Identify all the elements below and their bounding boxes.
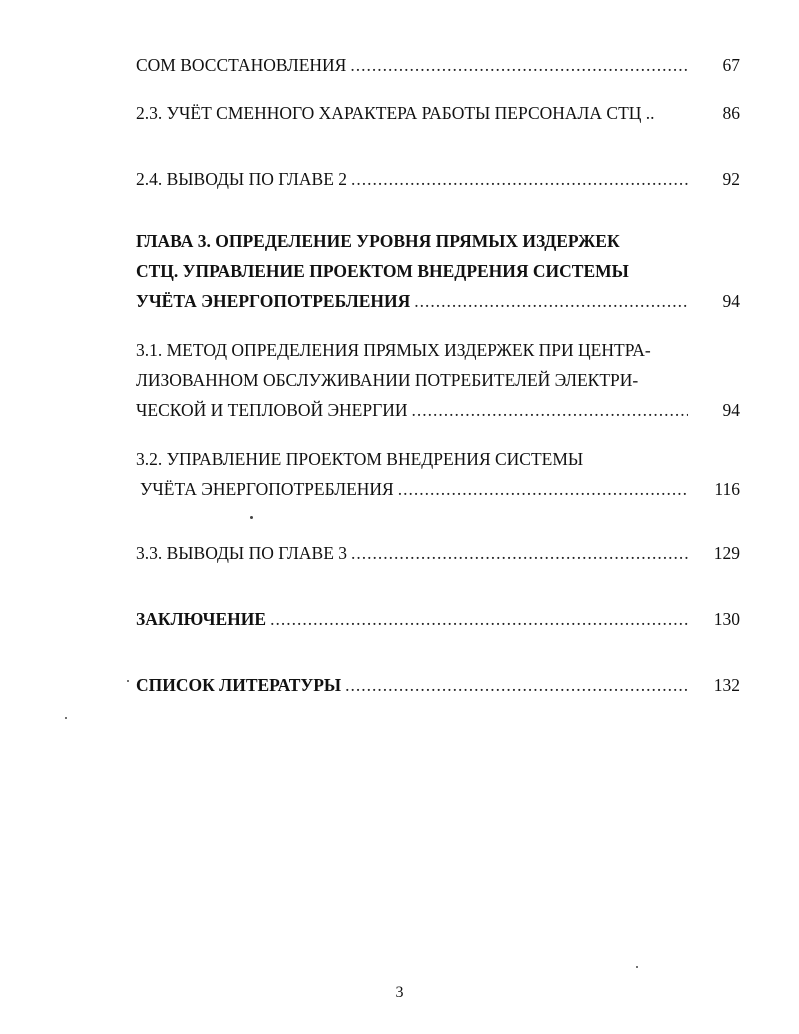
toc-entry-title: УЧЁТА ЭНЕРГОПОТРЕБЛЕНИЯ xyxy=(140,479,394,499)
toc-entry-line xyxy=(136,538,740,568)
toc-page-number: 116 xyxy=(714,479,740,499)
toc-entry-line xyxy=(136,50,740,80)
toc-entry xyxy=(136,604,740,634)
toc-entry-line: 3.1. МЕТОД ОПРЕДЕЛЕНИЯ ПРЯМЫХ ИЗДЕРЖЕК ПРИ ЦЕНТРА- xyxy=(136,340,651,360)
toc-entry-line: 3.2. УПРАВЛЕНИЕ ПРОЕКТОМ ВНЕДРЕНИЯ СИСТЕМЫ xyxy=(136,449,584,469)
toc-leader-dots xyxy=(345,670,688,700)
toc-entry-line xyxy=(136,670,740,700)
scan-speck xyxy=(636,966,638,968)
toc-entry-title: СОМ ВОССТАНОВЛЕНИЯ xyxy=(136,55,347,75)
toc-entry-title: 3.3. ВЫВОДЫ ПО ГЛАВЕ 3 xyxy=(136,543,348,563)
toc-entry-title: УЧЁТА ЭНЕРГОПОТРЕБЛЕНИЯ xyxy=(136,291,411,311)
toc-chapter-heading xyxy=(136,226,740,316)
toc-entry xyxy=(136,98,740,128)
toc-leader-dots xyxy=(350,50,688,80)
toc-leader-dots xyxy=(270,604,688,634)
toc-entry-line: СТЦ. УПРАВЛЕНИЕ ПРОЕКТОМ ВНЕДРЕНИЯ СИСТЕМЫ xyxy=(136,261,629,281)
toc-entry xyxy=(136,50,740,80)
toc-entry-title: ЗАКЛЮЧЕНИЕ xyxy=(136,609,267,629)
scan-speck xyxy=(250,516,253,519)
toc-entry-line xyxy=(136,395,740,425)
toc-page-number: 132 xyxy=(713,675,740,695)
toc-entry-title: ЧЕСКОЙ И ТЕПЛОВОЙ ЭНЕРГИИ xyxy=(136,400,408,420)
toc-entry-line: ГЛАВА 3. ОПРЕДЕЛЕНИЕ УРОВНЯ ПРЯМЫХ ИЗДЕРЖЕК xyxy=(136,231,620,251)
toc-page-number: 94 xyxy=(722,400,740,420)
toc-entry-title: СПИСОК ЛИТЕРАТУРЫ xyxy=(136,675,342,695)
toc-entry-line xyxy=(136,286,740,316)
toc-page-number: 67 xyxy=(722,55,740,75)
scan-speck xyxy=(127,680,129,682)
toc-page-number: 130 xyxy=(713,609,740,629)
toc-page-number: 92 xyxy=(722,169,740,189)
toc-entry-title: 2.4. ВЫВОДЫ ПО ГЛАВЕ 2 xyxy=(136,169,348,189)
toc-entry xyxy=(136,538,740,568)
toc-entry xyxy=(136,335,740,425)
toc-entry-line: ЛИЗОВАННОМ ОБСЛУЖИВАНИИ ПОТРЕБИТЕЛЕЙ ЭЛЕКТРИ- xyxy=(136,370,639,390)
toc-entry-line xyxy=(136,604,740,634)
toc-entry-title: 2.3. УЧЁТ СМЕННОГО ХАРАКТЕРА РАБОТЫ ПЕРСОНАЛА СТЦ .. xyxy=(136,103,655,123)
toc-entry-line xyxy=(136,474,740,504)
toc-entry xyxy=(136,444,740,504)
page-number: 3 xyxy=(395,984,404,1001)
toc-page-number: 86 xyxy=(722,103,740,123)
toc-leader-dots xyxy=(398,474,688,504)
scan-speck xyxy=(65,717,67,719)
toc-leader-dots xyxy=(351,538,688,568)
toc-entry-line xyxy=(136,164,740,194)
toc-leader-dots xyxy=(414,286,688,316)
toc-entry xyxy=(136,670,740,700)
toc-page-number: 129 xyxy=(713,543,740,563)
toc-leader-dots xyxy=(412,395,689,425)
toc-entry-line xyxy=(136,98,740,128)
toc-entry xyxy=(136,164,740,194)
toc-leader-dots xyxy=(351,164,688,194)
toc-page-number: 94 xyxy=(722,291,740,311)
